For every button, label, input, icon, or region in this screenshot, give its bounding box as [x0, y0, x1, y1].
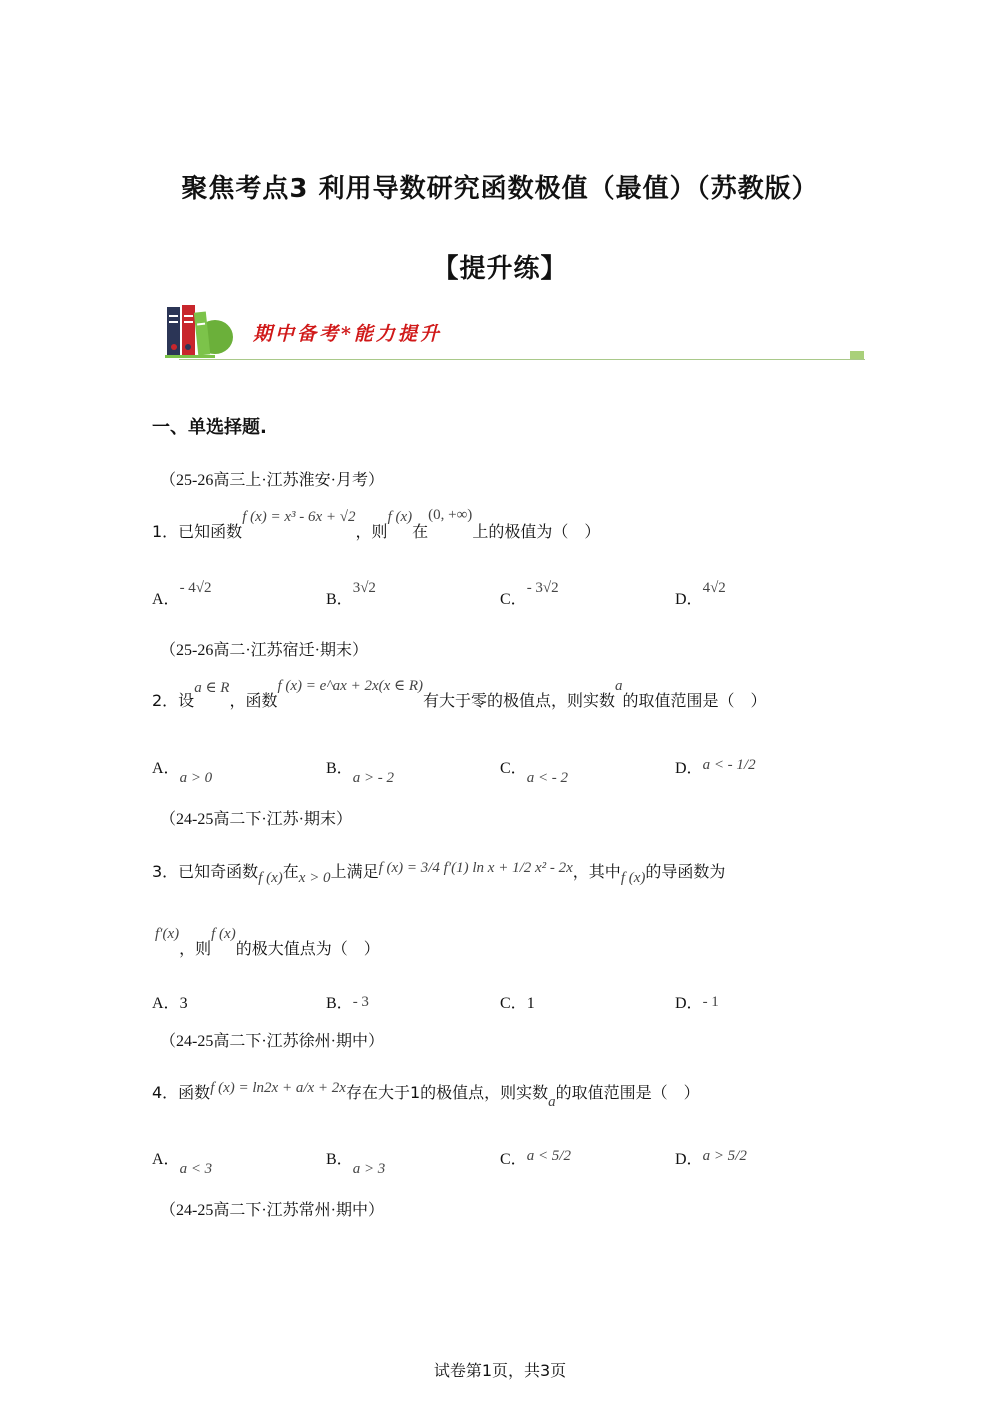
- q1-post: 上的极值为（ ）: [472, 522, 601, 541]
- q3-line2-fx: f (x): [211, 926, 236, 942]
- q4-function: f (x) = ln2x + a/x + 2x: [210, 1080, 346, 1096]
- q3-derivative: f′(x): [155, 926, 180, 942]
- option-value: a < - 2: [526, 770, 569, 786]
- q3-fx2: f (x): [620, 870, 646, 886]
- q3-option-b[interactable]: [326, 990, 369, 1013]
- option-value: 1: [526, 995, 535, 1012]
- q2-mid1: ，函数: [229, 691, 278, 710]
- section-heading: 一、单选择题.: [152, 417, 267, 438]
- option-value: - 3√2: [526, 580, 559, 596]
- option-label: C．: [500, 995, 527, 1012]
- q2-condition: a ∈ R: [194, 680, 230, 696]
- section-banner: [165, 303, 865, 365]
- option-value: a > 3: [352, 1161, 386, 1177]
- q2-pre: 2．设: [152, 691, 195, 710]
- q3-line2-post: 的极大值点为（ ）: [235, 939, 380, 958]
- q1-fx: f (x): [387, 509, 413, 525]
- q2-stem: [152, 674, 767, 714]
- q3-source: （24-25高二下·江苏·期末）: [160, 811, 352, 828]
- q4-pre: 4．函数: [152, 1083, 211, 1102]
- q2-function: f (x) = e^ax + 2x(x ∈ R): [277, 678, 424, 694]
- q3-option-a[interactable]: [152, 990, 188, 1013]
- books-icon: [165, 303, 235, 361]
- option-value: - 1: [702, 994, 719, 1010]
- q1-source: （25-26高三上·江苏淮安·月考）: [160, 472, 384, 489]
- q4-source: （24-25高二下·江苏徐州·期中）: [160, 1033, 384, 1050]
- q4-option-a[interactable]: [152, 1146, 213, 1177]
- q4-post2: 的取值范围是（ ）: [555, 1083, 700, 1102]
- q2-option-a[interactable]: [152, 755, 213, 786]
- q3-mid3: ，其中: [572, 862, 621, 881]
- option-value: a > 0: [179, 770, 213, 786]
- q1-option-d[interactable]: [675, 580, 726, 609]
- option-label: C．: [500, 1151, 527, 1168]
- q3-mid1: 在: [282, 862, 299, 881]
- q4-variable: a: [548, 1094, 556, 1110]
- banner-text: 期中备考*能力提升: [253, 323, 442, 345]
- page-footer: 试卷第1页，共3页: [433, 1361, 567, 1380]
- q3-option-c[interactable]: [500, 990, 535, 1013]
- option-label: B．: [326, 1151, 353, 1168]
- option-label: B．: [326, 760, 353, 777]
- q3-post: 的导函数为: [645, 862, 726, 881]
- q3-line2-mid: ，则: [179, 939, 212, 958]
- option-label: A．: [152, 760, 180, 777]
- q2-option-c[interactable]: [500, 755, 569, 786]
- q2-source: （25-26高二·江苏宿迁·期末）: [160, 642, 368, 659]
- q3-fx: f (x): [258, 870, 283, 886]
- option-label: A．: [152, 591, 180, 608]
- q4-post1: 存在大于1的极值点，则实数: [345, 1083, 549, 1102]
- q1-pre: 1．已知函数: [152, 522, 243, 541]
- q5-source: （24-25高二下·江苏常州·期中）: [160, 1202, 384, 1219]
- q1-interval: (0, +∞): [428, 507, 473, 523]
- q2-mid2: 有大于零的极值点，则实数: [423, 691, 616, 710]
- option-value: 3√2: [352, 580, 376, 596]
- option-label: D．: [675, 995, 703, 1012]
- q3-stem-line2: [155, 920, 380, 960]
- banner-corner-mark: [850, 351, 864, 359]
- q4-option-d[interactable]: [675, 1146, 747, 1169]
- option-label: B．: [326, 591, 353, 608]
- q3-mid2: 上满足: [330, 862, 379, 881]
- option-label: C．: [500, 591, 527, 608]
- page-subtitle: 【提升练】: [432, 254, 568, 284]
- option-label: A．: [152, 995, 180, 1012]
- q3-function: f (x) = 3/4 f′(1) ln x + 1/2 x² - 2x: [378, 860, 573, 876]
- option-label: A．: [152, 1151, 180, 1168]
- option-label: C．: [500, 760, 527, 777]
- option-value: 3: [179, 995, 188, 1012]
- q3-pre: 3．已知奇函数: [152, 862, 259, 881]
- option-label: B．: [326, 995, 353, 1012]
- q2-option-d[interactable]: [675, 755, 756, 778]
- q2-post: 的取值范围是（ ）: [622, 691, 767, 710]
- option-value: a > - 2: [352, 770, 395, 786]
- option-label: D．: [675, 760, 703, 777]
- q1-mid1: ，则: [355, 522, 388, 541]
- q3-stem: [152, 846, 725, 886]
- q2-variable: a: [615, 678, 623, 694]
- q3-condition: x > 0: [298, 870, 331, 886]
- option-value: a < - 1/2: [702, 757, 756, 773]
- q1-stem: [152, 505, 600, 545]
- option-value: - 3: [352, 994, 369, 1010]
- option-label: D．: [675, 1151, 703, 1168]
- q1-option-c[interactable]: [500, 580, 559, 609]
- q4-option-c[interactable]: [500, 1146, 571, 1169]
- option-value: - 4√2: [179, 580, 212, 596]
- page-title: 聚焦考点3 利用导数研究函数极值（最值）（苏教版）: [181, 174, 819, 204]
- q4-stem: [152, 1066, 700, 1110]
- q1-function: f (x) = x³ - 6x + √2: [242, 509, 356, 525]
- option-label: D．: [675, 591, 703, 608]
- q1-option-a[interactable]: [152, 580, 212, 609]
- option-value: 4√2: [702, 580, 726, 596]
- option-value: a > 5/2: [702, 1148, 747, 1164]
- banner-divider: [179, 359, 865, 360]
- q1-option-b[interactable]: [326, 580, 376, 609]
- option-value: a < 5/2: [526, 1148, 571, 1164]
- q2-option-b[interactable]: [326, 755, 395, 786]
- option-value: a < 3: [179, 1161, 213, 1177]
- q3-option-d[interactable]: [675, 990, 719, 1013]
- q1-mid2: 在: [412, 522, 429, 541]
- q4-option-b[interactable]: [326, 1146, 386, 1177]
